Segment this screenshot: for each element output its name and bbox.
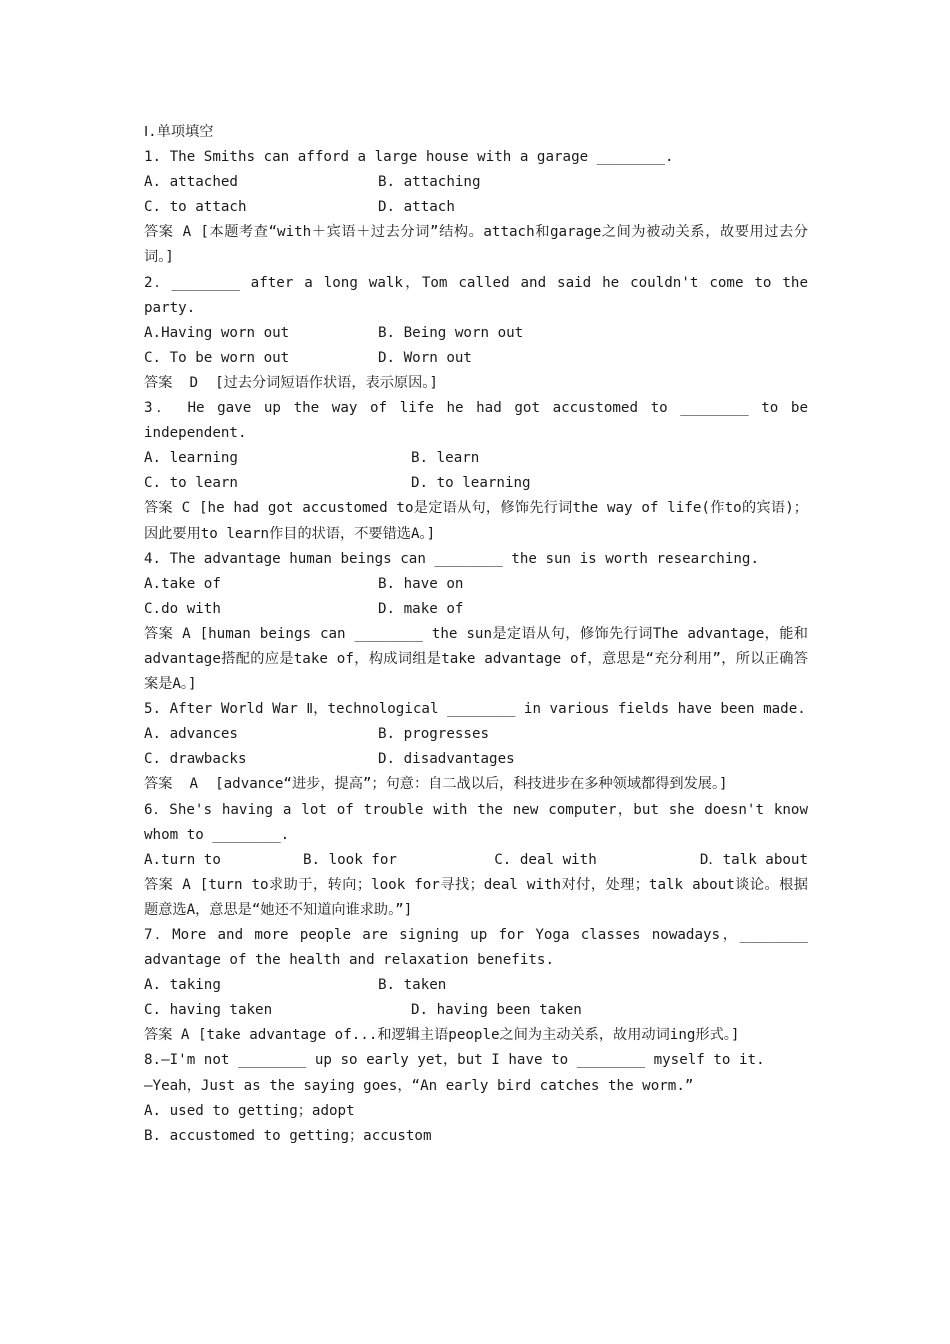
- question-2-option-d: D. Worn out: [378, 349, 472, 366]
- question-3-option-c: C. to learn: [144, 475, 238, 492]
- question-4-options-row-1: [144, 572, 808, 597]
- question-7-option-c: C. having taken: [144, 1002, 273, 1019]
- question-6-option-b: B. look for: [302, 851, 397, 868]
- question-1-option-c: C. to attach: [144, 199, 247, 216]
- question-4-option-b: B. have on: [378, 575, 464, 592]
- question-4-option-d: D. make of: [378, 600, 464, 617]
- question-7-stem: 7．More and more people are signing up for Yoga classes nowadays，________ advantage of the health and relaxation benefits.: [144, 927, 808, 969]
- question-8-stem: 8.—I'm not ________ up so early yet，but I have to ________ myself to it.: [144, 1052, 765, 1069]
- question-5-options-row-2: [144, 747, 808, 772]
- question-1-options-row-2: [144, 195, 808, 220]
- question-3-option-a: A. learning: [144, 450, 238, 467]
- question-7-answer: 答案 A [take advantage of...和逻辑主语people之间为主动关系，故用动词ing形式。]: [144, 1027, 740, 1044]
- question-4-stem: 4. The advantage human beings can ________ the sun is worth researching.: [144, 550, 759, 567]
- question-2-options-row-1: [144, 321, 808, 346]
- question-6-option-d: D．talk about: [699, 851, 809, 868]
- question-4-option-a: A.take of: [144, 575, 221, 592]
- question-1-stem: 1. The Smiths can afford a large house with a garage ________.: [144, 149, 674, 166]
- question-5-answer: 答案 A [advance“进步，提高”；句意：自二战以后，科技进步在多种领域都得到发展。]: [144, 776, 728, 793]
- question-5-stem: 5. After World War Ⅱ，technological ________ in various fields have been made.: [144, 701, 806, 718]
- question-6-stem: 6．She's having a lot of trouble with the new computer，but she doesn't know whom to ________.: [144, 801, 808, 843]
- question-3-options-row-2: [144, 471, 808, 496]
- question-7-option-b: B. taken: [378, 977, 447, 994]
- question-8-stem-reply: —Yeah，Just as the saying goes，“An early bird catches the worm.”: [144, 1077, 694, 1094]
- question-6-answer: 答案 A [turn to求助于，转向；look for寻找；deal with对付，处理；talk about谈论。根据题意选A，意思是“她还不知道向谁求助。”]: [144, 876, 808, 918]
- question-4-options-row-2: [144, 597, 808, 622]
- question-3-option-d: D. to learning: [411, 475, 531, 492]
- question-2-option-b: B. Being worn out: [378, 324, 524, 341]
- question-5-option-a: A. advances: [144, 726, 238, 743]
- question-1-option-b: B. attaching: [378, 174, 481, 191]
- question-2-stem: 2．________ after a long walk，Tom called and said he couldn't come to the party.: [144, 274, 808, 316]
- question-8-option-a: A. used to getting；adopt: [144, 1102, 355, 1119]
- question-3-options-row-1: [144, 446, 808, 471]
- question-2-options-row-2: [144, 346, 808, 371]
- question-6-option-a: A.turn to: [144, 851, 221, 868]
- question-3-stem: 3． He gave up the way of life he had got accustomed to ________ to be independent.: [144, 400, 808, 442]
- question-3-option-b: B. learn: [411, 450, 480, 467]
- question-8-option-b: B. accustomed to getting；accustom: [144, 1127, 432, 1144]
- question-7-options-row-1: [144, 973, 808, 998]
- question-1-answer: 答案 A [本题考查“with＋宾语＋过去分词”结构。attach和garage之间为被动关系，故要用过去分词。]: [144, 224, 808, 266]
- question-5-options-row-1: [144, 722, 808, 747]
- question-3-answer: 答案 C [he had got accustomed to是定语从句，修饰先行词the way of life(作to的宾语)；因此要用to learn作目的状语，不要错选A。]: [144, 500, 808, 542]
- section-title: Ⅰ.单项填空: [144, 124, 214, 140]
- question-7-option-a: A. taking: [144, 977, 221, 994]
- question-7-option-d: D. having been taken: [411, 1002, 582, 1019]
- document-page: [144, 120, 808, 1149]
- question-7-options-row-2: [144, 998, 808, 1023]
- question-5-option-b: B. progresses: [378, 726, 490, 743]
- question-1-options-row-1: [144, 170, 808, 195]
- question-5-option-c: C. drawbacks: [144, 751, 247, 768]
- question-1-option-a: A. attached: [144, 174, 238, 191]
- question-2-option-a: A.Having worn out: [144, 324, 290, 341]
- question-6-options-row: [144, 848, 808, 873]
- question-2-answer: 答案 D [过去分词短语作状语，表示原因。]: [144, 374, 438, 391]
- question-2-option-c: C. To be worn out: [144, 349, 290, 366]
- question-4-option-c: C.do with: [144, 600, 221, 617]
- question-6-option-c: C. deal with: [494, 851, 597, 868]
- question-4-answer: 答案 A [human beings can ________ the sun是定语从句，修饰先行词The advantage，能和advantage搭配的应是take of，构成词组是take advantage of，意思是“充分利用”，所以正确答案是A。]: [144, 625, 808, 693]
- question-5-option-d: D. disadvantages: [378, 751, 515, 768]
- question-1-option-d: D. attach: [378, 199, 455, 216]
